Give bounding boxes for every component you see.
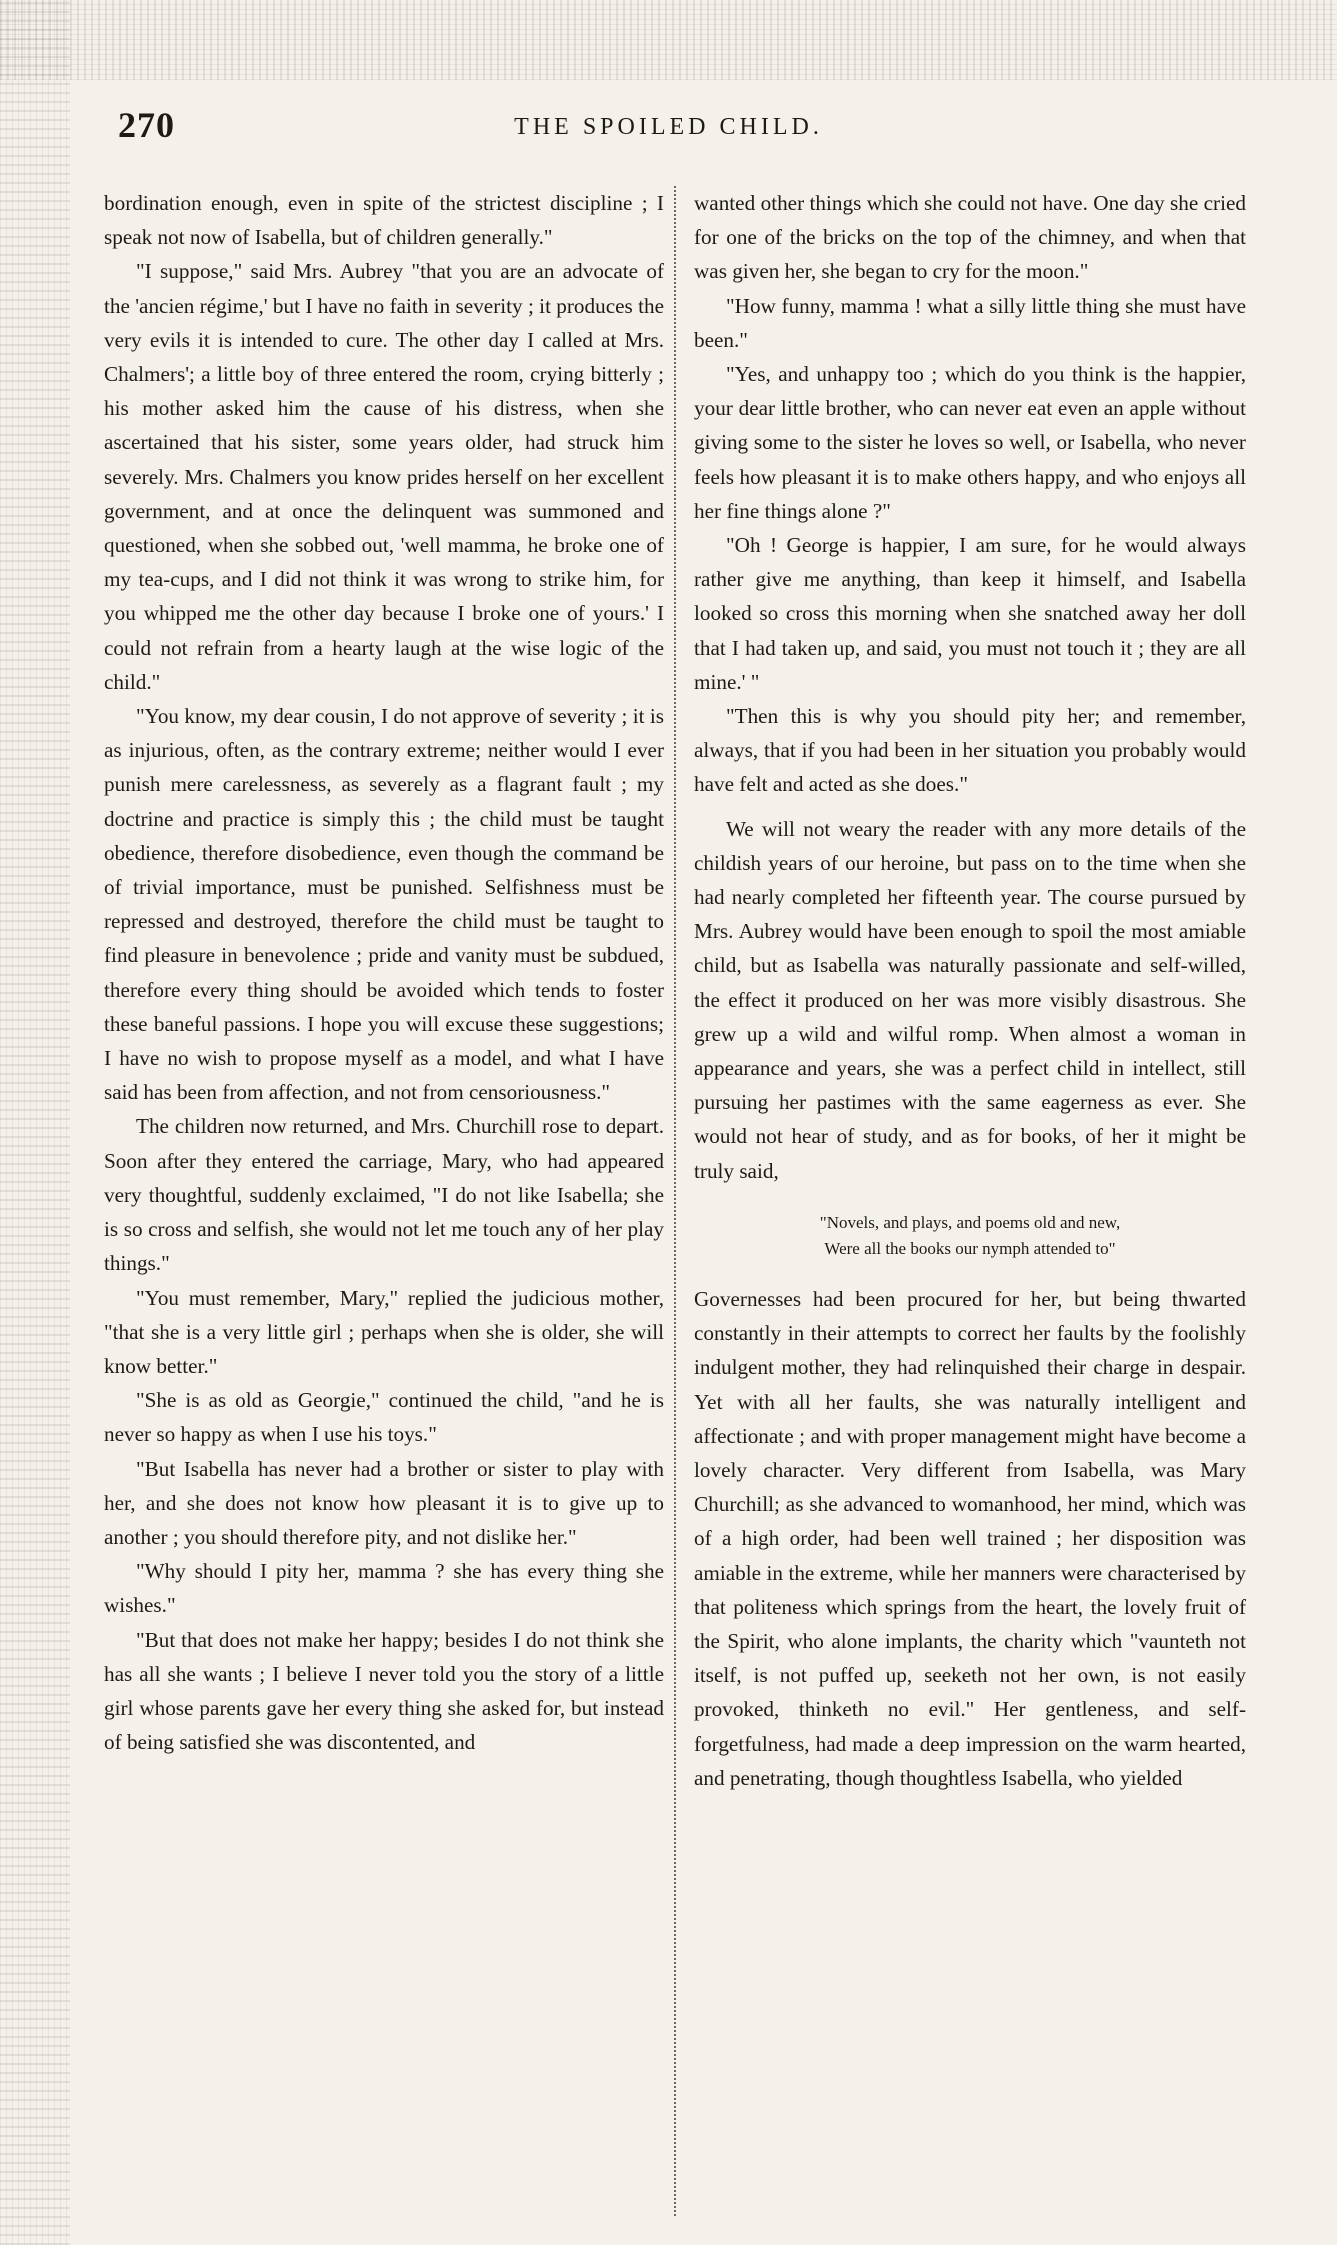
paragraph: "She is as old as Georgie," continued the child, "and he is never so happy as when I use his toys."	[104, 1388, 664, 1447]
paragraph: "But Isabella has never had a brother or sister to play with her, and she does not know how pleasant it is to give up to another ; you should therefore pity, and not dislike her."	[104, 1456, 664, 1549]
verse-quotation	[694, 1210, 1246, 1262]
paragraph: The children now returned, and Mrs. Churchill rose to depart. Soon after they entered the carriage, Mary, who had appeared very thoughtful, suddenly exclaimed, "I do not like Isabella; she is so cross and selfish, she would not let me touch any of her play things."	[104, 1114, 664, 1276]
paragraph: "But that does not make her happy; besides I do not think she has all she wants ; I believe I never told you the story of a little girl whose parents gave her every thing she asked for, but instead of being satisfied she was discontented, and	[104, 1627, 664, 1755]
verse-line: Were all the books our nymph attended to"	[824, 1238, 1116, 1258]
paragraph: "Oh ! George is happier, I am sure, for he would always rather give me anything, than keep it himself, and Isabella looked so cross this morning when she snatched away her doll that I had taken up, and said, you must not touch it ; they are all mine.' "	[694, 533, 1246, 694]
paragraph: "You know, my dear cousin, I do not approve of severity ; it is as injurious, often, as the contrary extreme; neither would I ever punish mere carelessness, as severely as a flagrant fault ; my doctrine and practice is simply this ; the child must be taught obedience, therefore disobedience, even though the command be of trivial importance, must be punished. Selfishness must be repressed and destroyed, therefore the child must be taught to find pleasure in benevolence ; pride and vanity must be subdued, therefore every thing should be avoided which tends to foster these baneful passions. I hope you will excuse these suggestions; I have no wish to propose myself as a model, and what I have said has been from affection, and not from censoriousness."	[104, 704, 664, 1105]
running-head	[0, 100, 1337, 160]
paragraph: "Why should I pity her, mamma ? she has every thing she wishes."	[104, 1559, 664, 1618]
right-column	[694, 186, 1246, 2226]
paragraph: "You must remember, Mary," replied the judicious mother, "that she is a very little girl ; perhaps when she is older, she will know better."	[104, 1285, 664, 1378]
scan-noise-left	[0, 0, 70, 2245]
scan-noise-top	[0, 0, 1337, 80]
paragraph: wanted other things which she could not have. One day she cried for one of the bricks on the top of the chimney, and when that was given her, she began to cry for the moon."	[694, 191, 1246, 284]
running-title: THE SPOILED CHILD.	[514, 114, 823, 140]
column-divider	[674, 186, 676, 2216]
left-column	[104, 186, 664, 2226]
paragraph: "How funny, mamma ! what a silly little thing she must have been."	[694, 293, 1246, 352]
paragraph: "Then this is why you should pity her; and remember, always, that if you had been in her situation you probably would have felt and acted as she does."	[694, 704, 1246, 797]
paragraph: "I suppose," said Mrs. Aubrey "that you are an advocate of the 'ancien régime,' but I have no faith in severity ; it produces the very evils it is intended to cure. The other day I called at Mrs. Chalmers'; a little boy of three entered the room, crying bitterly ; his mother asked him the cause of his distress, when she ascertained that his sister, some years older, had struck him severely. Mrs. Chalmers you know prides herself on her excellent government, and at once the delinquent was summoned and questioned, when she sobbed out, 'well mamma, he broke one of my tea-cups, and I did not think it was wrong to strike him, for you whipped me the other day because I broke one of yours.' I could not refrain from a hearty laugh at the wise logic of the child."	[104, 259, 664, 694]
verse-line: "Novels, and plays, and poems old and new,	[819, 1212, 1121, 1232]
page-number: 270	[118, 105, 175, 145]
paragraph: "Yes, and unhappy too ; which do you think is the happier, your dear little brother, who can never eat even an apple without giving some to the sister he loves so well, or Isabella, who never feels how pleasant it is to make others happy, and who enjoys all her fine things alone ?"	[694, 362, 1246, 523]
paragraph: We will not weary the reader with any more details of the childish years of our heroine, but pass on to the time when she had nearly completed her fifteenth year. The course pursued by Mrs. Aubrey would have been enough to spoil the most amiable child, but as Isabella was naturally passionate and self-willed, the effect it produced on her was more visibly disastrous. She grew up a wild and wilful romp. When almost a woman in appearance and years, she was a perfect child in intellect, still pursuing her pastimes with the same eagerness as ever. She would not hear of study, and as for books, of her it might be truly said,	[694, 816, 1246, 1183]
paragraph: bordination enough, even in spite of the strictest discipline ; I speak not now of Isabella, but of children generally."	[104, 191, 664, 250]
paragraph: Governesses had been procured for her, but being thwarted constantly in their attempts to correct her faults by the foolishly indulgent mother, they had relinquished their charge in despair. Yet with all her faults, she was naturally intelligent and affectionate ; and with proper management might have become a lovely character. Very different from Isabella, was Mary Churchill; as she advanced to womanhood, her mind, which was of a high order, had been well trained ; her disposition was amiable in the extreme, while her manners were characterised by that politeness which springs from the heart, the lovely fruit of the Spirit, who alone implants, the charity which "vaunteth not itself, is not puffed up, seeketh not her own, is not easily provoked, thinketh no evil." Her gentleness, and self-forgetfulness, had made a deep impression on the warm hearted, and penetrating, though thoughtless Isabella, who yielded	[694, 1286, 1246, 1790]
